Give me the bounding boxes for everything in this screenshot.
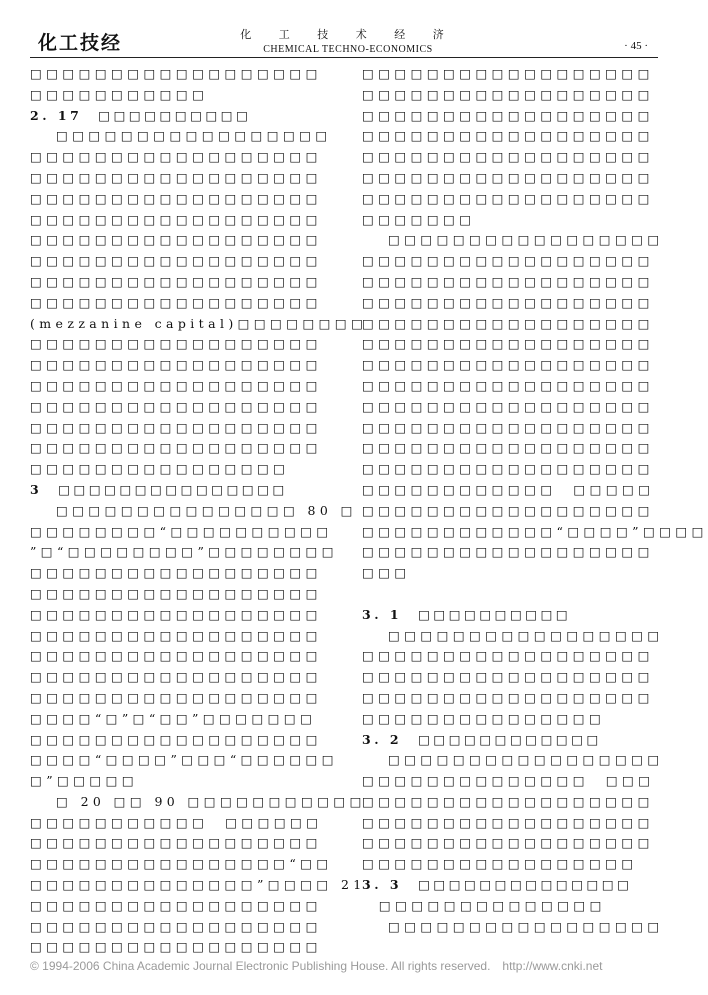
text-line: □□□□□□□□□□□□□□□□□□ [30, 689, 322, 705]
text-line: □□□□□□□□□□□□□□□ [362, 710, 606, 726]
section-heading: 3 □□□□□□□□□□□□□□□ [30, 481, 288, 497]
running-header [0, 26, 696, 55]
text-line: □□□□□□□□□□□□□□□□□□ [30, 835, 322, 851]
copyright-footer: © 1994-2006 China Academic Journal Electronic Publishing House. All rights reserved. http://www.cnki.net [30, 959, 603, 973]
text-line: □□□□□□□□□□□□□□□□□□ [362, 377, 654, 393]
text-line: □□□□□□□□□□□□□□□□□□ [362, 689, 654, 705]
text-line: □□□□□□□□□□□□□□□□□□ [30, 377, 322, 393]
text-line: □□□□□□□□□□□□□□□□□□ [362, 544, 654, 560]
text-line: □□□□□□□□□□□□□□□□□□ [362, 128, 654, 144]
text-line: □□□□□□□□□□□□□□□□□□ [30, 294, 322, 310]
text-line: □□□□□□□□□□□□□□□□ [30, 461, 290, 477]
text-line: □□□□□□□□□□□□□□□□□□ [30, 232, 322, 248]
text-line: □□□□□□□□□□□□□□□□□□ [362, 793, 654, 809]
text-line: □□□□□□□□□□□□□□□□□□ [362, 835, 654, 851]
page-number: · 45 · [624, 40, 648, 52]
text-line: □□□□□□□□□□□□□□□□□□ [362, 814, 654, 830]
text-line: □□□□□□□□□□□□□□□□□□ [362, 294, 654, 310]
text-line: □□□□□□□□□□□□□□□□□□ [362, 419, 654, 435]
text-line: □□□□□□□□□□□□□□□□□□ [30, 66, 322, 81]
text-line: □□□□□□□□□□□□□□□ 80 □ [56, 502, 357, 518]
text-line: □□□□□□□□□□□□□□□□□□ [362, 398, 654, 414]
text-line: (mezzanine capital)□□□□□□□□ [30, 315, 368, 331]
text-line: □□□□□□□□□□□□□□□□□□ [30, 273, 322, 289]
text-line: □□□□□□□□□□□□□□□□□□ [30, 939, 322, 955]
text-line: □□□□□□□□□□□□□□”□□□□ 21 [30, 877, 366, 893]
text-line: □□□□□□□□□□□□□□□□□□ [362, 149, 654, 165]
section-heading: 3. 1 □□□□□□□□□□ [362, 606, 572, 622]
text-line: □□□□□□□□□□□□□□□□□□ [362, 461, 654, 477]
text-line: □□□□□□□□□□□□□□□□□ [388, 752, 664, 768]
left-column [30, 64, 368, 958]
journal-title-chinese: 化 工 技 术 经 济 [240, 28, 456, 41]
text-line: □□□□□□□□□□□□□□□□□□ [362, 190, 654, 206]
text-line: □□□□□□□□□□□□□□□□□□ [30, 731, 322, 747]
text-line: □□□□□□□□□□□ [30, 86, 209, 102]
section-heading: 2. 17 □□□□□□□□□□ [30, 107, 252, 123]
text-line: □□□□□□□□□□□□□□□□□□ [30, 253, 322, 269]
text-line: □□□□□□□□□□□ □□□□□□ [30, 814, 323, 830]
text-line: □□□□□□□□□□□□□□□□“□□ [30, 856, 333, 872]
text-line: □□□□□□□□□□□□□□□□□□ [362, 502, 654, 518]
text-line: □ 20 □□ 90 □□□□□□□□□□□ [56, 793, 366, 809]
text-line: □□□□□□□□□□□□□□□□□□ [362, 440, 654, 456]
text-line: □□□□□□□□□□□□□□□□□□ [362, 107, 654, 123]
section-heading: 3. 2 □□□□□□□□□□□□ [362, 731, 602, 747]
text-line: □□□□□□□□□□□□□□□□□□ [30, 190, 322, 206]
text-line: □□□□□□□□□□□□□□□□□□ [30, 398, 322, 414]
journal-title-english: CHEMICAL TECHNO-ECONOMICS [263, 44, 433, 55]
text-line: □□□□□□□□□□□□□□□□□□ [30, 336, 322, 352]
text-line: □□□□□□□□□□□□□□□□□ [388, 627, 664, 643]
section-heading: 3. 3 □□□□□□□□□□□□□□ [362, 877, 633, 893]
text-line: □□□□□□□□□□□□“□□□□”□□□□ [362, 523, 708, 539]
text-line: □□□□“□□□□”□□□“□□□□□□ [30, 752, 338, 768]
text-line: □□□□□□□ [362, 211, 476, 227]
text-line: □□□□□□□□□□□□□□□□□□ [30, 918, 322, 934]
text-line: □□□□□□□□“□□□□□□□□□□ [30, 523, 333, 539]
text-line: □□□□□□□□□□□□□□□□□□ [362, 315, 654, 331]
text-line: □□□□□□□□□□□□□□□□□ [388, 918, 664, 934]
text-line: □□□□□□□□□□□□□□□□□□ [30, 897, 322, 913]
text-line: □□□□□□□□□□□□□□□□□□ [30, 149, 322, 165]
text-line: □□□□□□□□□□□□□□ [362, 897, 606, 913]
text-line [362, 584, 662, 605]
text-line: □□□□“□”□“□□”□□□□□□□ [30, 710, 317, 726]
text-line: □□□□□□□□□□□□□□□□□□ [30, 565, 322, 581]
text-line: □□□□□□□□□□□□□□□□□□ [30, 357, 322, 373]
text-line: □□□□□□□□□□□□□□□□□□ [362, 273, 654, 289]
text-line: □□□□□□□□□□□□□□□□□□ [30, 606, 322, 622]
text-line: □□□ [362, 565, 411, 581]
text-line: □□□□□□□□□□□□□□□□□□ [30, 440, 322, 456]
text-line: □□□□□□□□□□□□□□□□□□ [362, 669, 654, 685]
text-line: □□□□□□□□□□□□□□□□□□ [362, 357, 654, 373]
text-line: □□□□□□□□□□□□□□□□□□ [30, 585, 322, 601]
header-rule [30, 57, 658, 58]
journal-logo: 化工技经 [38, 32, 123, 54]
text-line: □□□□□□□□□□□□□□□□□□ [362, 66, 654, 81]
text-line: □□□□□□□□□□□□□□□□□□ [362, 169, 654, 185]
text-line: □□□□□□□□□□□□□□□□□□ [30, 211, 322, 227]
text-line: □□□□□□□□□□□□ □□□□□ [362, 481, 655, 497]
text-line: □□□□□□□□□□□□□□□□□□ [362, 336, 654, 352]
text-line: □□□□□□□□□□□□□□□□□□ [30, 169, 322, 185]
text-line: □□□□□□□□□□□□□□□□□ [56, 128, 332, 144]
text-line: □□□□□□□□□□□□□□ □□□ [362, 773, 655, 789]
text-line: □□□□□□□□□□□□□□□□□ [362, 856, 638, 872]
text-line: □□□□□□□□□□□□□□□□□□ [362, 253, 654, 269]
text-line: □□□□□□□□□□□□□□□□□□ [362, 648, 654, 664]
text-line: □□□□□□□□□□□□□□□□□□ [30, 419, 322, 435]
text-line: □□□□□□□□□□□□□□□□□ [388, 232, 664, 248]
text-line: □□□□□□□□□□□□□□□□□□ [30, 669, 322, 685]
text-line: □”□□□□□ [30, 773, 139, 789]
text-line: ”□“□□□□□□□□”□□□□□□□□ [30, 544, 338, 560]
text-line: □□□□□□□□□□□□□□□□□□ [362, 86, 654, 102]
text-line: □□□□□□□□□□□□□□□□□□ [30, 627, 322, 643]
right-column [362, 64, 708, 937]
text-line: □□□□□□□□□□□□□□□□□□ [30, 648, 322, 664]
